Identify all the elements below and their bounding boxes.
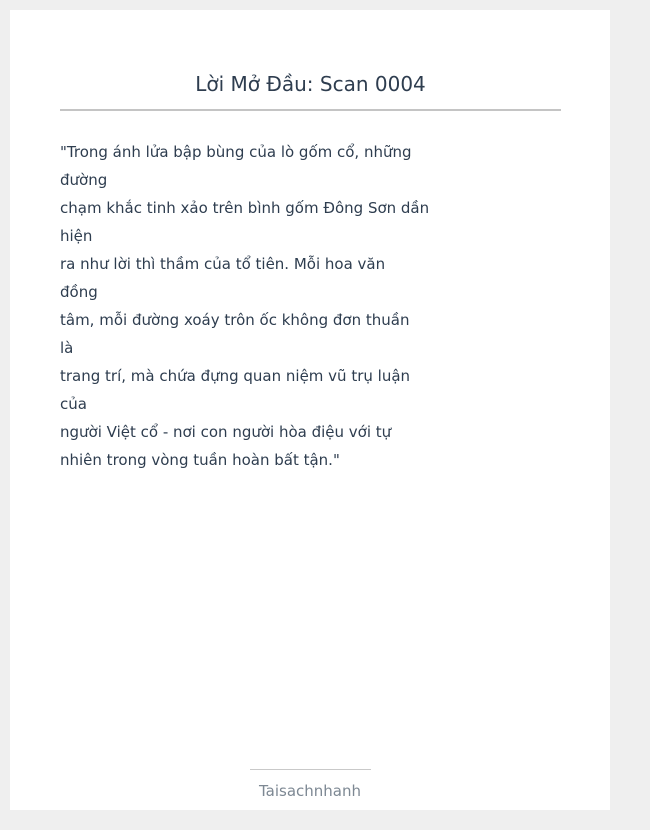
title-divider [60, 109, 561, 111]
page-title: Lời Mở Đầu: Scan 0004 [195, 72, 426, 96]
body-line: nhiên trong vòng tuần hoàn bất tận." [60, 451, 340, 469]
footer-divider [250, 769, 371, 770]
footer-source: Taisachnhanh [258, 782, 362, 800]
body-line: của [60, 395, 87, 413]
body-line: tâm, mỗi đường xoáy trôn ốc không đơn thuần [60, 311, 410, 329]
body-line: là [60, 339, 74, 357]
body-line: "Trong ánh lửa bập bùng của lò gốm cổ, những [60, 143, 412, 161]
body-line: trang trí, mà chứa đựng quan niệm vũ trụ luận [60, 367, 411, 385]
body-line: người Việt cổ - nơi con người hòa điệu với tự [60, 423, 392, 441]
body-line: đường [60, 171, 108, 189]
body-line: đồng [60, 283, 98, 301]
body-paragraph [60, 138, 430, 474]
body-line: chạm khắc tinh xảo trên bình gốm Đông Sơn dần [60, 199, 430, 217]
document-page [10, 10, 610, 810]
body-line: hiện [60, 227, 93, 245]
body-line: ra như lời thì thầm của tổ tiên. Mỗi hoa văn [60, 255, 386, 273]
